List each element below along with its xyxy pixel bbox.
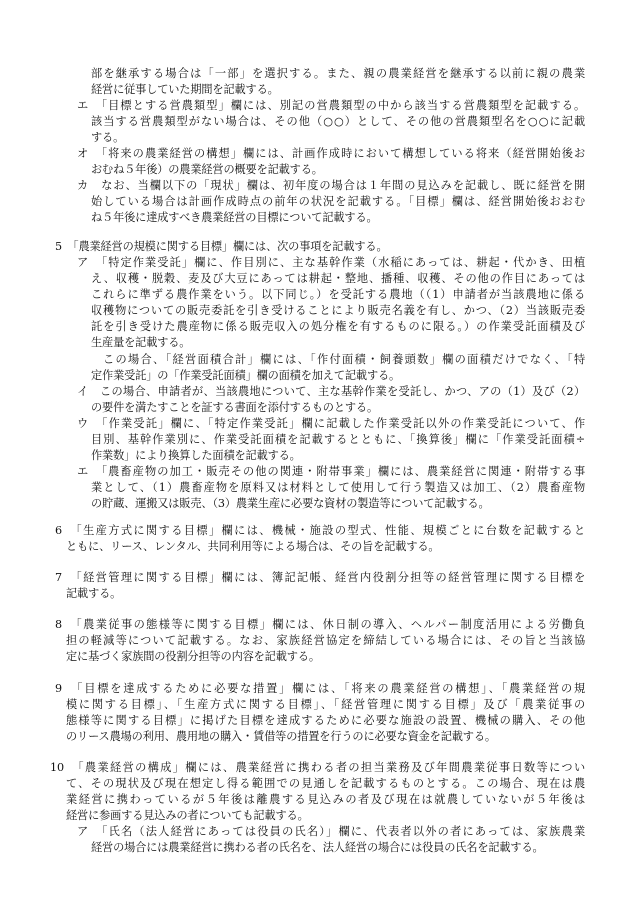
section-heading: 8 「農業従事の態様等に関する目標」欄には、休日制の導入、ヘルパー制度活用による労働負 [55,618,585,631]
text-line: エ 「目標とする営農類型」欄には、別記の営農類型の中から該当する営農類型を記載する。 [77,99,585,112]
text-line: ね５年後に達成すべき農業経営の目標について記載する。 [91,211,378,224]
section-heading: 6 「生産方式に関する目標」欄には、機械・施設の型式、性能、規模ごとに台数を記載すると [55,524,585,537]
text-line: の貯蔵、運搬又は販売、（3）農業生産に必要な資材の製造等について記載する。 [91,497,490,510]
text-line: カ なお、当欄以下の「現状」欄は、初年度の場合は１年間の見込みを記載し、既に経営を開 [77,179,585,192]
text-line: この場合、「経営面積合計」欄には、「作付面積・飼養頭数」欄の面積だけでなく、「特 [103,353,585,366]
text-line: 模に関する目標」、「生産方式に関する目標」、「経営管理に関する目標」及び「農業従事の [66,698,585,711]
section-heading: 5 「農業経営の規模に関する目標」欄には、次の事項を記載する。 [55,240,388,253]
text-line: 経営に従事していた期間を記載する。 [91,83,279,96]
text-line: て、その現状及び現在想定し得る範囲での見通しを記載するものとする。この場合、現在は農 [66,777,585,790]
text-line: 該当する営農類型がない場合は、その他（○○）として、その他の営農類型名を○○に記載 [91,115,585,128]
text-line: の要件を満たすことを証する書面を添付するものとする。 [91,401,378,414]
text-line: する。 [91,131,125,144]
text-line: 目別、基幹作業別に、作業受託面積を記載するとともに、「換算後」欄に「作業受託面積÷ [91,433,585,446]
text-line: これらに準ずる農作業をいう。以下同じ。）を受託する農地（（1）申請者が当該農地に係る [91,288,585,301]
section-heading: 9 「目標を達成するために必要な措置」欄には、「将来の農業経営の構想」、「農業経営の規 [55,682,585,695]
text-line: ア 「特定作業受託」欄に、作目別に、主な基幹作業（水稲にあっては、耕起・代かき、田植 [77,256,585,269]
text-line: おむね５年後）の農業経営の概要を記載する。 [91,163,323,176]
text-line: 始している場合は計画作成時点の前年の状況を記載する。「目標」欄は、経営開始後おおむ [91,195,585,208]
text-line: のリース農場の利用、農用地の購入・賃借等の措置を行うのに必要な資金を記載する。 [66,730,496,743]
text-line: 担の軽減等について記載する。なお、家族経営協定を締結している場合には、その旨と当該協 [66,634,585,647]
text-line: え、収穫・脱穀、麦及び大豆にあっては耕起・整地、播種、収穫、その他の作目にあっては [91,272,585,285]
text-line: 定作業受託」の「作業受託面積」欄の面積を加えて記載する。 [91,369,401,382]
section-heading: 7 「経営管理に関する目標」欄には、簿記記帳、経営内役割分担等の経営管理に関する目標を [55,571,585,584]
text-line: 態様等に関する目標」に掲げた目標を達成するために必要な施設の設置、機械の購入、その他 [66,714,585,727]
text-line: 業経営に携わっているが５年後は離農する見込みの者及び現在は就農していないが５年後は [66,793,585,806]
text-line: 経営の場合には農業経営に携わる者の氏名を、法人経営の場合には役員の氏名を記載する。 [91,841,544,854]
text-line: 託を引き受けた農産物に係る販売収入の処分権を有するものに限る。）の作業受託面積及び [91,320,585,333]
text-line: 収穫物についての販売委託を引き受けることにより販売名義を有し、かつ、（2）当該販売委 [91,304,585,317]
section-heading: 10 「農業経営の構成」欄には、農業経営に携わる者の担当業務及び年間農業従事日数等につい [50,761,585,774]
text-line: オ 「将来の農業経営の構想」欄には、計画作成時において構想している将来（経営開始後お [77,147,585,160]
text-line: 業として、（1）農畜産物を原料又は材料として使用して行う製造又は加工、（2）農畜産物 [91,481,585,494]
text-line: エ 「農畜産物の加工・販売その他の関連・附帯事業」欄には、農業経営に関連・附帯する事 [77,465,585,478]
text-line: 定に基づく家族間の役割分担等の内容を記載する。 [66,650,320,663]
text-line: ともに、リース、レンタル、共同利用等による場合は、その旨を記載する。 [66,540,440,553]
text-line: 生産量を記載する。 [91,336,191,349]
text-line: ア 「氏名（法人経営にあっては役員の氏名）」欄に、代表者以外の者にあっては、家族農業 [77,825,585,838]
text-line: 経営に参画する見込みの者についても記載する。 [66,809,309,822]
text-line: ウ 「作業受託」欄に、「特定作業受託」欄に記載した作業受託以外の作業受託について、作 [77,417,585,430]
text-line: 記載する。 [66,587,122,600]
text-line: イ この場合、申請者が、当該農地について、主な基幹作業を受託し、かつ、アの（1）及び（2） [77,385,585,398]
text-line: 部を継承する場合は「一部」を選択する。また、親の農業経営を継承する以前に親の農業 [91,67,585,80]
text-line: 作業数」により換算した面積を記載する。 [91,449,301,462]
